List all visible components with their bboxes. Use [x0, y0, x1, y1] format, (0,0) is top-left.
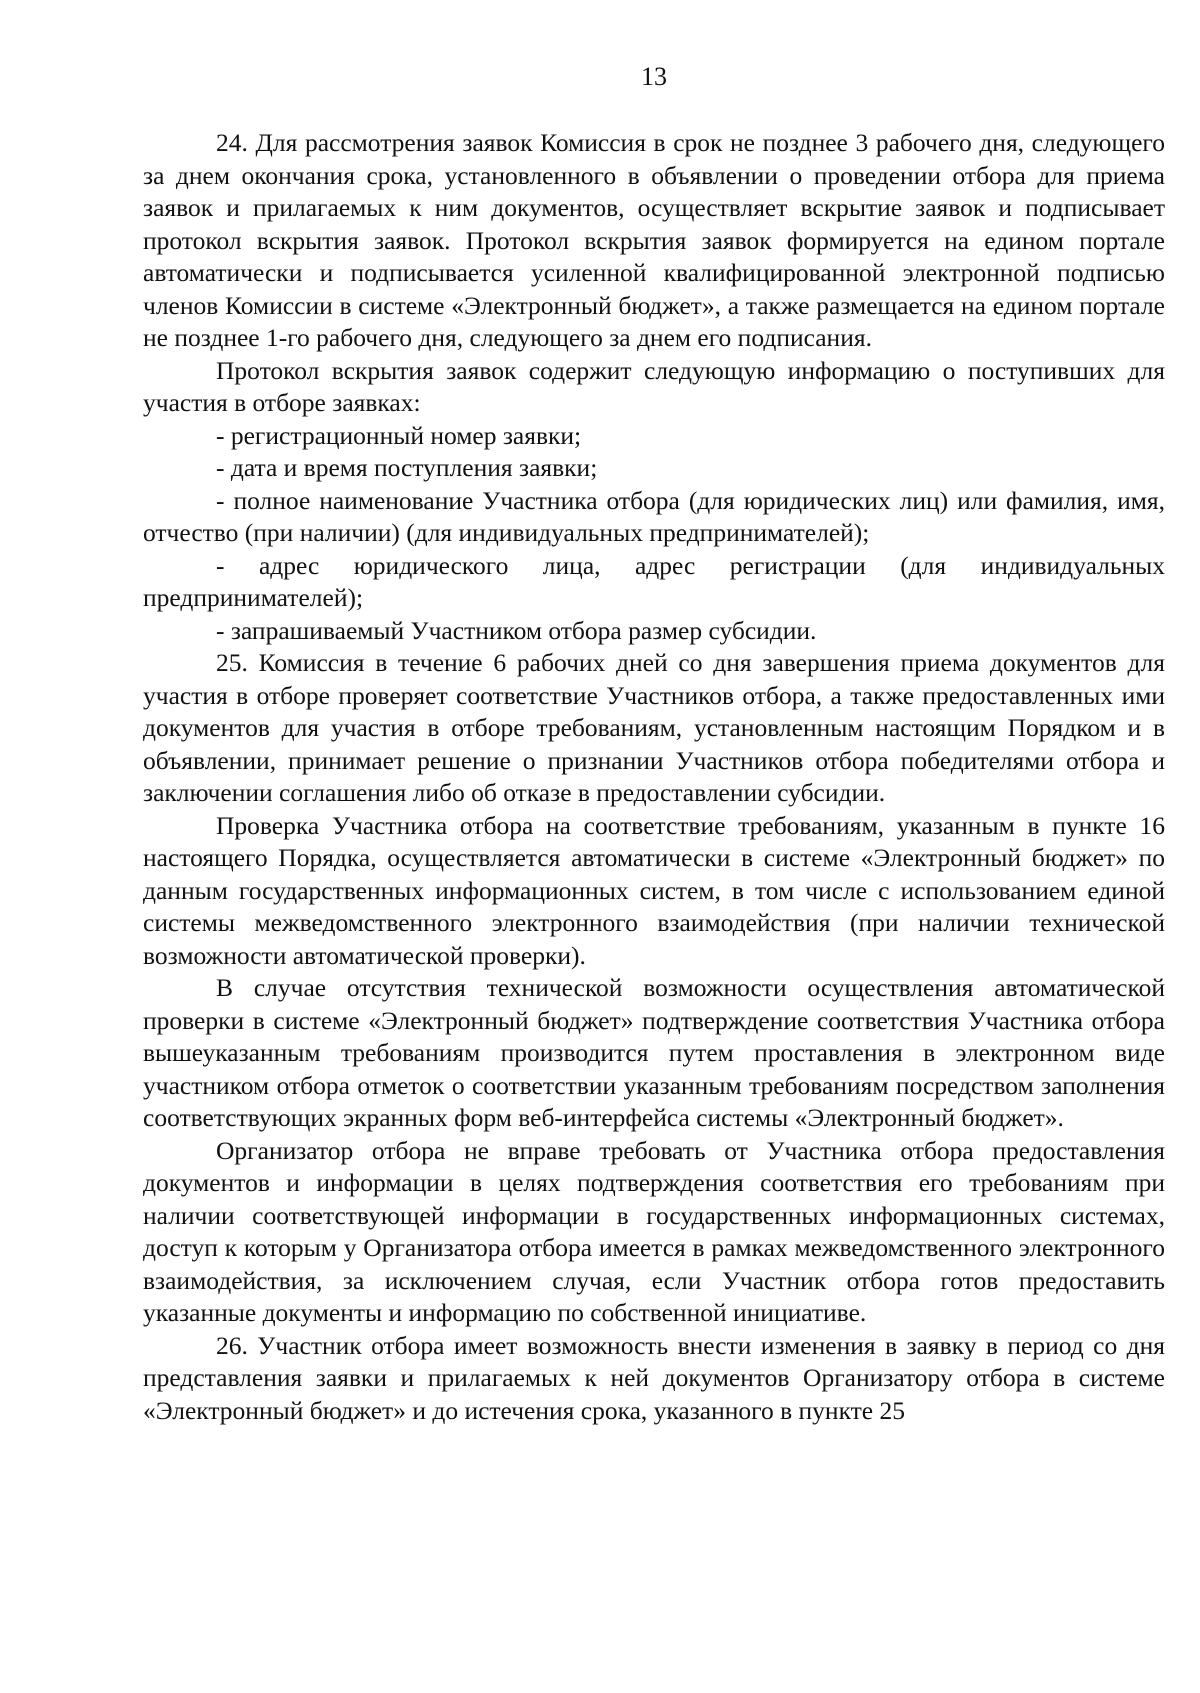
list-item-date-time: - дата и время поступления заявки; [216, 453, 598, 482]
paragraph-protocol-contents: Протокол вскрытия заявок содержит следующую информацию о поступивших для участия в отборе заявках: [143, 355, 1165, 417]
list-item-address: - адрес юридического лица, адрес регистрации (для индивидуальных предпринимателей); [143, 550, 1165, 612]
paragraph-26: 26. Участник отбора имеет возможность внести изменения в заявку в период со дня представления заявки и прилагаемых к ней документов Организатору отбора в системе «Электронный бюджет» и до истечения срока, указанного в пункте 25 [143, 1330, 1165, 1425]
paragraph-24: 24. Для рассмотрения заявок Комиссия в срок не позднее 3 рабочего дня, следующего за днем окончания срока, установленного в объявлении о проведении отбора для приема заявок и прилагаемых к ним документов, осуществляет вскрытие заявок и подписывает протокол вскрытия заявок. Протокол вскрытия заявок формируется на едином портале автоматически и подписывается усиленной квалифицированной электронной подписью членов Комиссии в системе «Электронный бюджет», а также размещается на едином портале не позднее 1-го рабочего дня, следующего за днем его подписания. [143, 128, 1165, 352]
paragraph-organizer-restriction: Организатор отбора не вправе требовать от Участника отбора предоставления документов и информации в целях подтверждения соответствия его требованиям при наличии соответствующей информации в государственных информационных системах, доступ к которым у Организатора отбора имеется в рамках межведомственного электронного взаимодействия, за исключением случая, если Участник отбора готов предоставить указанные документы и информацию по собственной инициативе. [143, 1135, 1165, 1327]
paragraph-verification: Проверка Участника отбора на соответствие требованиям, указанным в пункте 16 настоящего Порядка, осуществляется автоматически в системе «Электронный бюджет» по данным государственных информационных систем, в том числе с использованием единой системы межведомственного электронного взаимодействия (при наличии технической возможности автоматической проверки). [143, 810, 1165, 970]
list-item-subsidy-amount: - запрашиваемый Участником отбора размер субсидии. [216, 615, 817, 645]
paragraph-no-technical-possibility: В случае отсутствия технической возможности осуществления автоматической проверки в системе «Электронный бюджет» подтверждение соответствия Участника отбора вышеуказанным требованиям производится путем проставления в электронном виде участником отбора отметок о соответствии указанным требованиям посредством заполнения соответствующих экранных форм веб-интерфейса системы «Электронный бюджет». [143, 973, 1165, 1132]
list-item-registration-number: - регистрационный номер заявки; [216, 420, 582, 450]
paragraph-25: 25. Комиссия в течение 6 рабочих дней со дня завершения приема документов для участия в отборе проверяет соответствие Участников отбора, а также предоставленных ими документов для участия в отборе требованиям, установленным настоящим Порядком и в объявлении, принимает решение о признании Участников отбора победителями отбора и заключении соглашения либо об отказе в предоставлении субсидии. [143, 648, 1165, 807]
list-item-full-name: - полное наименование Участника отбора (для юридических лиц) или фамилия, имя, отчество (при наличии) (для индивидуальных предпринимателей); [143, 485, 1165, 547]
document-page [143, 62, 1165, 1427]
page-number: 13 [641, 62, 667, 91]
